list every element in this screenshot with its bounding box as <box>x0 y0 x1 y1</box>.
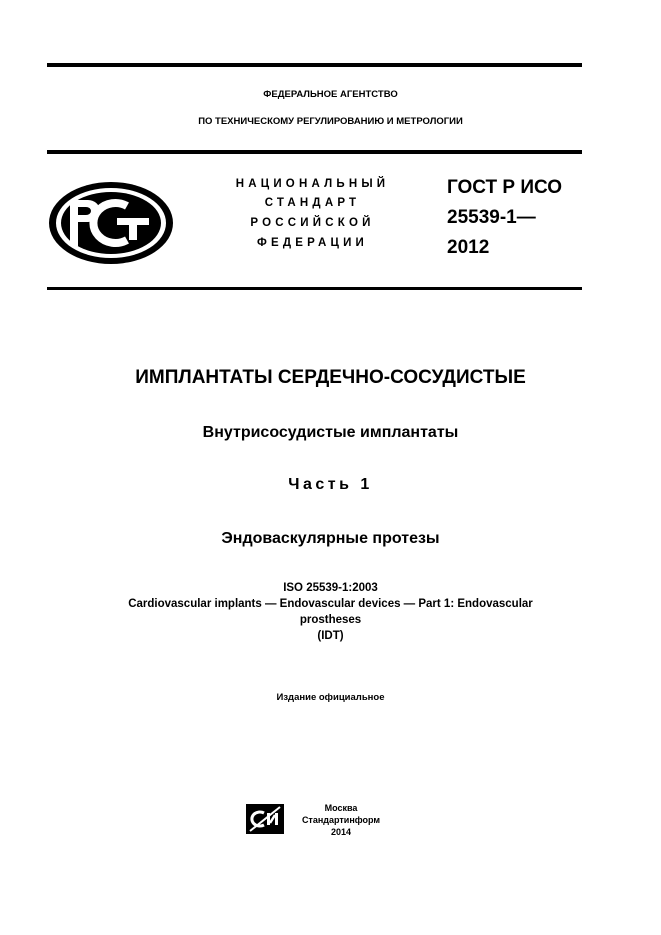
standartinform-logo-icon <box>246 804 284 834</box>
standard-word-4: ФЕДЕРАЦИИ <box>256 237 369 249</box>
standard-number <box>447 173 562 263</box>
subtitle: Внутрисосудистые имплантаты <box>202 424 459 441</box>
publisher-city: Москва <box>324 803 358 813</box>
standard-number-line-3: 2012 <box>447 237 490 258</box>
top-rule <box>47 63 582 67</box>
iso-title-line-2: prostheses <box>299 614 362 626</box>
header-bottom-rule <box>47 287 582 290</box>
agency-rule <box>47 150 582 154</box>
gost-r-logo-icon <box>47 180 175 266</box>
iso-idt: (IDT) <box>317 630 344 642</box>
standard-number-line-2: 25539-1— <box>447 207 536 228</box>
agency-line-2: ПО ТЕХНИЧЕСКОМУ РЕГУЛИРОВАНИЮ И МЕТРОЛОГИИ <box>198 116 463 127</box>
standard-word-2: СТАНДАРТ <box>264 197 361 209</box>
part-title: Эндоваскулярные протезы <box>221 530 440 547</box>
standard-word-3: РОССИЙСКОЙ <box>250 217 375 229</box>
iso-title-line-1: Cardiovascular implants — Endovascular devices — Part 1: Endovascular <box>128 598 533 610</box>
publisher-name: Стандартинформ <box>301 815 381 825</box>
part-label: Часть 1 <box>288 476 373 493</box>
iso-number: ISO 25539-1:2003 <box>283 582 378 594</box>
edition-label: Издание официальное <box>276 692 385 703</box>
standard-number-line-1: ГОСТ Р ИСО <box>447 177 563 198</box>
agency-line-1: ФЕДЕРАЛЬНОЕ АГЕНТСТВО <box>263 89 398 100</box>
publisher-year: 2014 <box>330 827 352 837</box>
main-title: ИМПЛАНТАТЫ СЕРДЕЧНО-СОСУДИСТЫЕ <box>135 367 526 388</box>
standard-word-1: НАЦИОНАЛЬНЫЙ <box>235 178 390 190</box>
